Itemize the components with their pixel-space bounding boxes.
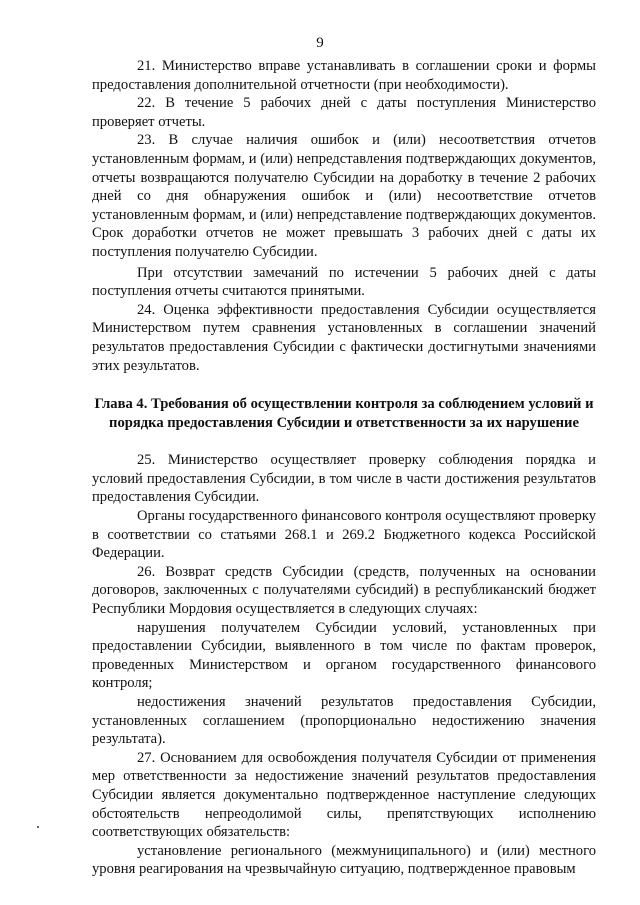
paragraph-27-item-1: установление регионального (межмуниципального) и (или) местного уровня реагирования на чрезвычайную ситуацию, подтвержденное правовым [92,842,596,878]
paragraph-22: 22. В течение 5 рабочих дней с даты поступления Министерство проверяет отчеты. [92,95,596,130]
paragraph-26: 26. Возврат средств Субсидии (средств, полученных на основании договоров, заключенных с получателями субсидий) в республиканский бюджет Республики Мордовия осуществляется в следующих случаях: [92,563,596,618]
paragraph-24: 24. Оценка эффективности предоставления Субсидии осуществляется Министерством путем сравнения установленных в соглашении значений результатов предоставления Субсидии с фактически достигнутыми значениями этих результатов. [92,301,596,374]
margin-dot [37,826,39,828]
paragraph-23: 23. В случае наличия ошибок и (или) несоответствия отчетов установленным формам, и (или) непредставления подтверждающих документов, отчеты возвращаются получателю Субсидии на доработку в течение 2 рабочих дней со дня обнаружения ошибок и (или) несоответствие отчетов установленным формам, и (или) непредставление подтверждающих документов. Срок доработки отчетов не может превышать 3 рабочих дней с даты их поступления получателю Субсидии. [92,132,596,260]
paragraph-25-control: Органы государственного финансового контроля осуществляют проверку в соответствии со статьями 268.1 и 269.2 Бюджетного кодекса Российской Федерации. [92,508,596,562]
page-number: 9 [316,35,324,51]
paragraph-21: 21. Министерство вправе устанавливать в соглашении сроки и формы предоставления дополнительной отчетности (при необходимости). [92,58,596,93]
paragraph-25: 25. Министерство осуществляет проверку соблюдения порядка и условий предоставления Субсидии, в том числе в части достижения результатов предоставления Субсидии. [92,452,596,506]
paragraph-23-note: При отсутствии замечаний по истечении 5 рабочих дней с даты поступления отчеты считаются принятыми. [92,264,596,300]
paragraph-26-case-1: нарушения получателем Субсидии условий, установленных при предоставлении Субсидии, выявленного в том числе по фактам проверок, проведенных Министерством и органом государственного финансового контроля; [92,619,596,692]
paragraph-26-case-2: недостижения значений результатов предоставления Субсидии, установленных соглашением (пропорционально недостижению значения результата). [92,694,596,748]
chapter-heading: Глава 4. Требования об осуществлении контроля за соблюдением условий и порядка предоставления Субсидии и ответственности за их нарушение [94,396,594,431]
paragraph-27: 27. Основанием для освобождения получателя Субсидии от применения мер ответственности за недостижение значений результатов предоставления Субсидии является документально подтвержденное наступление следующих обстоятельств непреодолимой силы, препятствующих исполнению соответствующих обязательств: [92,749,596,841]
document-body [92,57,596,879]
